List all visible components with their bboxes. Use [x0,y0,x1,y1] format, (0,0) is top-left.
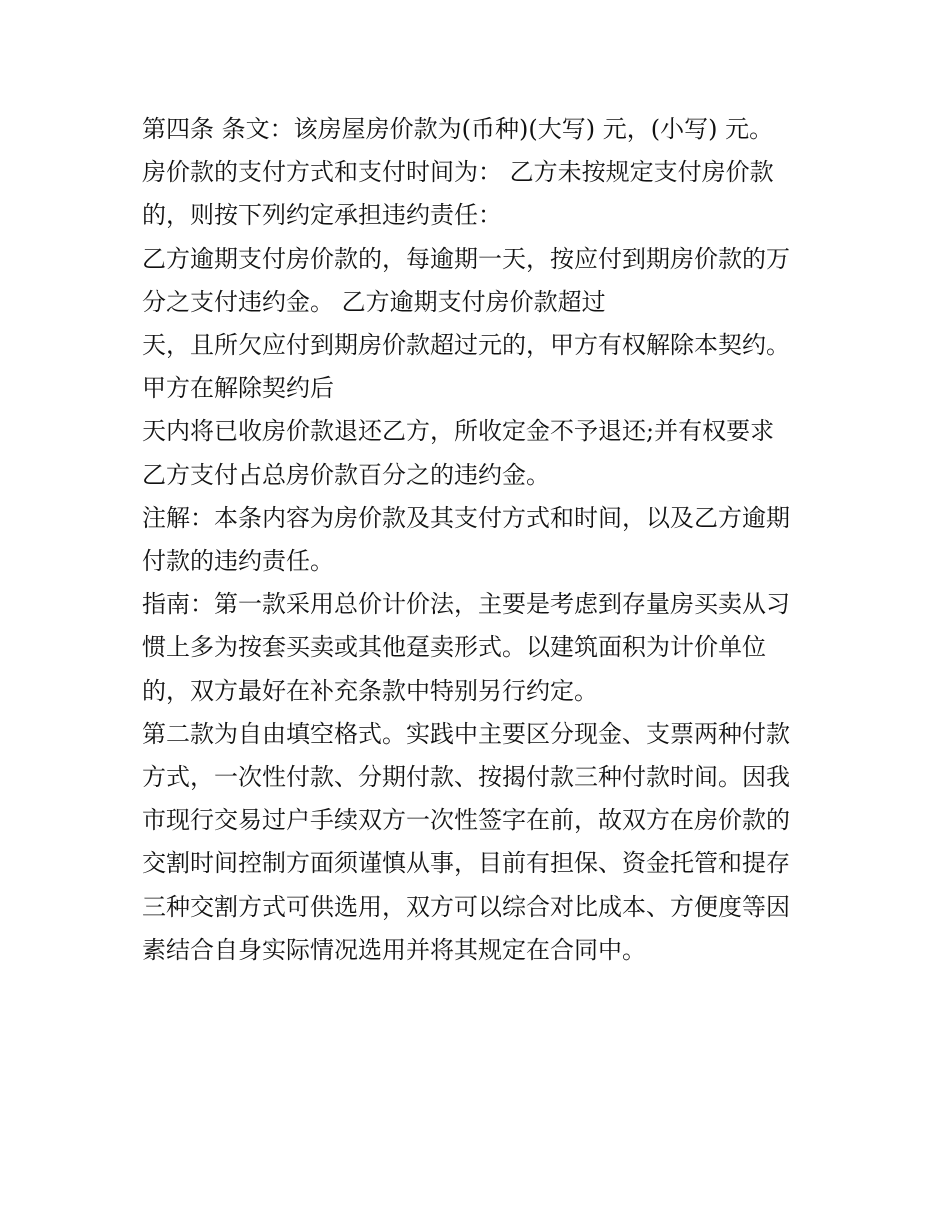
text-line: 第四条 条文：该房屋房价款为(币种)(大写) 元，(小写) 元。 [142,115,774,143]
document-body [142,108,822,972]
text-line: 天内将已收房价款退还乙方，所收定金不予退还;并有权要求 [142,417,775,446]
text-line: 方式，一次性付款、分期付款、按揭付款三种付款时间。因我 [142,763,790,792]
text-line: 分之支付违约金。 乙方逾期支付房价款超过 [142,287,606,316]
text-line: 注解：本条内容为房价款及其支付方式和时间，以及乙方逾期 [142,503,790,532]
text-line: 惯上多为按套买卖或其他趸卖形式。以建筑面积为计价单位 [142,633,766,662]
text-line: 素结合自身实际情况选用并将其规定在合同中。 [142,935,646,964]
text-line: 天，且所欠应付到期房价款超过元的，甲方有权解除本契约。 [142,331,790,360]
text-line: 交割时间控制方面须谨慎从事，目前有担保、资金托管和提存 [142,849,790,878]
text-line: 市现行交易过户手续双方一次性签字在前，故双方在房价款的 [142,806,790,835]
text-line: 三种交割方式可供选用，双方可以综合对比成本、方便度等因 [142,892,790,921]
text-line: 第二款为自由填空格式。实践中主要区分现金、支票两种付款 [142,719,790,748]
text-line: 的，双方最好在补充条款中特别另行约定。 [142,676,598,705]
text-line: 乙方逾期支付房价款的，每逾期一天，按应付到期房价款的万 [142,244,790,273]
text-line: 指南：第一款采用总价计价法，主要是考虑到存量房买卖从习 [142,590,790,619]
text-line: 乙方支付占总房价款百分之的违约金。 [142,460,550,489]
text-line: 房价款的支付方式和支付时间为： 乙方未按规定支付房价款 [142,158,774,187]
text-line: 付款的违约责任。 [142,547,334,576]
text-line: 的，则按下列约定承担违约责任： [142,201,502,230]
text-line: 甲方在解除契约后 [142,374,334,403]
